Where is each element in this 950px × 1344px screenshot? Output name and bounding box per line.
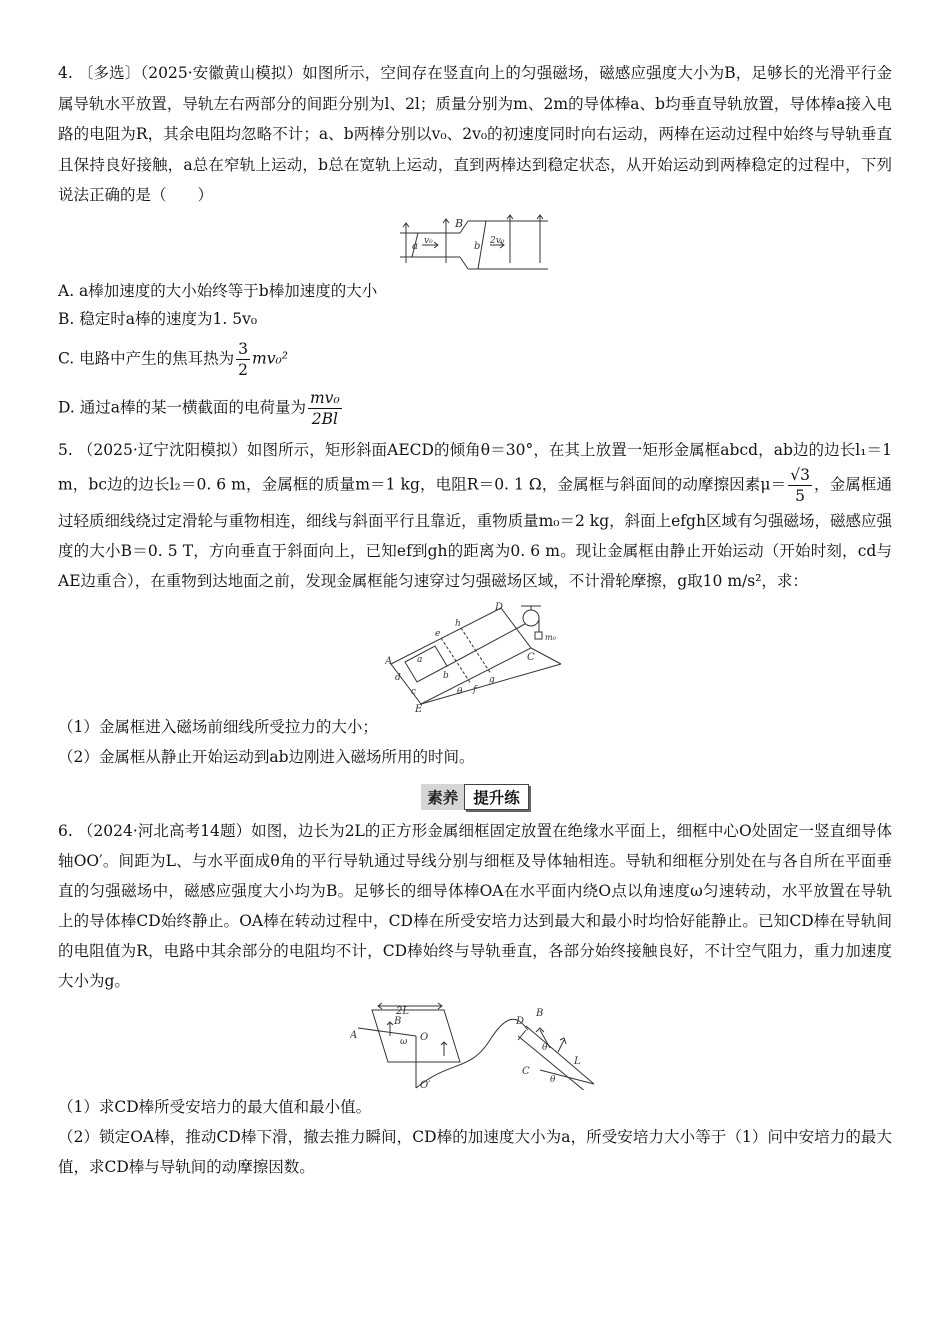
q4-fig-label-2v0: 2v₀ [490,235,505,246]
q4-fig-label-v0: v₀ [424,235,433,246]
q6-fig-2L: 2L [396,1005,410,1017]
q5-fig-a: a [417,654,423,665]
question-5-text [58,435,892,596]
q6-fig-O: O [420,1031,429,1043]
q6-sub-question-2: （2）锁定OA棒，推动CD棒下滑，撤去推力瞬间，CD棒的加速度大小为a，所受安培力大小等于（1）问中安培力的最大值，求CD棒与导轨间的动摩擦因数。 [58,1127,892,1176]
q6-fig-theta2: θ [550,1074,556,1085]
q6-frame-rail-diagram [350,1000,600,1090]
q5-fig-c: c [411,686,417,697]
q6-fig-B: B [394,1015,402,1027]
q5-fig-E: E [415,703,423,712]
fraction-denominator: 2Bl [311,409,338,428]
q5-fig-e: e [435,628,441,639]
q5-fig-A: A [385,655,393,667]
q5-fig-C: C [527,651,535,663]
q5-incline-diagram [385,602,565,712]
q5-fig-D: D [495,601,504,613]
q4-option-d [58,388,892,429]
q4-option-c [58,339,892,380]
fraction-numerator: √3 [790,465,810,484]
q6-fig-O-prime: O′ [420,1079,431,1090]
q6-fig-D: D [516,1015,525,1027]
q5-fig-d: d [395,672,401,683]
q5-text-part1: 5. （2025·辽宁沈阳模拟）如图所示，矩形斜面AECD的倾角θ＝30°，在其上放置一矩形金属框abcd，ab边的边长l₁＝1 m，bc边的边长l₂＝0. 6 m，金属框的质量m＝1 kg，电阻R＝0. 1 Ω，金属框与斜面间的动摩擦因素μ＝ [58,440,892,493]
fraction-numerator: mv₀ [309,388,340,407]
q4-option-c-fraction [236,339,250,380]
q5-sub-question-1: （1）金属框进入磁场前细线所受拉力的大小； [58,717,378,736]
q4-option-c-expr: mv₀² [252,349,288,367]
q5-fig-h: h [455,618,461,629]
question-4-text: 4. 〔多选〕（2025·安徽黄山模拟）如图所示，空间存在竖直向上的匀强磁场，磁感应强度大小为B，足够长的光滑平行金属导轨水平放置，导轨左右两部分的间距分别为l、2l；质量分别为m、2m的导体棒a、b均垂直导轨放置，导体棒a接入电路的电阻为R，其余电阻均忽略不计；a、b两棒分别以v₀、2v₀的初速度同时向右运动，两棒在运动过程中始终与导轨垂直且保持良好接触，a总在窄轨上运动，b总在宽轨上运动，直到两棒达到稳定状态，从开始运动到两棒稳定的过程中，下列说法正确的是（ ） [58,64,892,204]
q6-fig-B2: B [536,1007,544,1019]
q4-option-d-text: D. 通过a棒的某一横截面的电荷量为 [58,398,306,416]
q4-option-d-fraction [308,388,342,429]
q6-fig-L: L [574,1055,581,1067]
document-page [58,58,892,1182]
q4-option-c-text: C. 电路中产生的焦耳热为 [58,349,235,367]
q5-fig-f: f [473,684,477,695]
fraction-denominator: 2 [238,360,249,379]
q4-fig-label-b: b [474,240,481,252]
q5-fig-theta: θ [457,686,463,697]
banner-label-right: 提升练 [464,784,529,810]
q5-fig-g: g [489,674,495,685]
q4-option-b: B. 稳定时a棒的速度为1. 5v₀ [58,309,258,328]
q4-fig-label-B: B [455,216,464,230]
q6-fig-C: C [522,1065,530,1077]
q6-fig-omega: ω [400,1036,408,1047]
q4-fig-label-a: a [412,240,418,252]
q5-text-part2: ，金属框通过轻质细线绕过定滑轮与重物相连，细线与斜面平行且靠近，重物质量m₀＝2 kg，斜面上efgh区域有匀强磁场，磁感应强度的大小B＝0. 5 T，方向垂直于斜面向上，已知ef到gh的距离为0. 6 m。现让金属框由静止开始运动（开始时刻，cd与AE边重合），在重物到达地面之前，发现金属框能匀速穿过匀强磁场区域，不计滑轮摩擦，g取10 m/s²，求： [58,475,892,590]
q4-rail-diagram [400,213,550,277]
banner-label-left: 素养 [421,784,464,810]
q4-option-a: A. a棒加速度的大小始终等于b棒加速度的大小 [58,281,378,300]
q6-fig-A: A [350,1029,358,1041]
q5-sub-question-2: （2）金属框从静止开始运动到ab边刚进入磁场所用的时间。 [58,747,475,766]
q6-fig-theta: θ [542,1042,548,1053]
fraction-denominator: 5 [795,486,806,505]
fraction-numerator: 3 [238,339,249,358]
q5-mu-fraction [788,465,812,506]
question-6-text: 6. （2024·河北高考14题）如图，边长为2L的正方形金属细框固定放置在绝缘水平面上，细框中心O处固定一竖直细导体轴OO′。间距为L、与水平面成θ角的平行导轨通过导线分别与细框及导体轴相连。导轨和细框分别处在与各自所在平面垂直的匀强磁场中，磁感应强度大小均为B。足够长的细导体棒OA在水平面内绕O点以角速度ω匀速转动，水平放置在导轨上的导体棒CD始终静止。OA棒在转动过程中，CD棒在所受安培力达到最大和最小时均恰好能静止。已知CD棒在导轨间的电阻值为R，电路中其余部分的电阻均不计，CD棒始终与导轨垂直，各部分始终接触良好，不计空气阻力，重力加速度大小为g。 [58,821,892,990]
q5-fig-m0: m₀ [545,632,556,642]
q5-fig-b: b [443,670,449,681]
q6-sub-question-1: （1）求CD棒所受安培力的最大值和最小值。 [58,1097,372,1116]
section-banner [58,782,892,812]
